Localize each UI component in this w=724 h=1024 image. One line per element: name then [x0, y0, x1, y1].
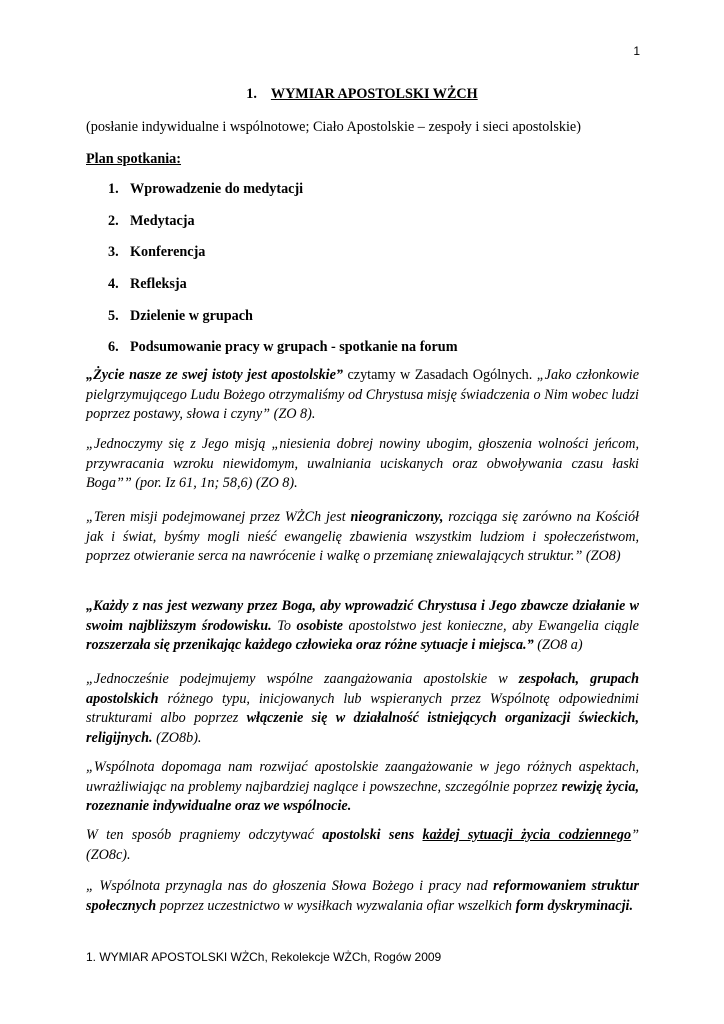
p6-emphasis: rewizję życia, rozeznanie indywidualne oraz we wspólnocie.	[86, 778, 639, 815]
paragraph-2	[86, 435, 639, 494]
agenda-number: 4.	[108, 276, 119, 293]
agenda-label: Medytacja	[130, 212, 195, 229]
paragraph-4	[86, 597, 639, 656]
p5-text-a: „Jednocześnie podejmujemy wspólne zaangażowania apostolskie w	[86, 671, 519, 687]
p4-emphasis-a: „Każdy z nas jest wezwany przez Boga, aby wprowadzić Chrystusa i Jego zbawcze działanie w swoim najbliższym środowisku.	[86, 598, 639, 634]
paragraph-6	[86, 758, 639, 817]
p2-text: „Jednoczymy się z Jego misją „niesienia dobrej nowiny ubogim, głoszenia wolności jeńcom, przywracania wzroku niewidomym, uwalniania uciskanych oraz obwoływania czasu łaski Boga”” (por. Iz 61, 1n; 58,6) (ZO 8).	[86, 436, 639, 492]
agenda-number: 2.	[108, 212, 119, 229]
subtitle: (posłanie indywidualne i wspólnotowe; Ciało Apostolskie – zespoły i sieci apostolskie)	[86, 119, 581, 135]
p4-text-c: (ZO8 a)	[533, 637, 583, 654]
agenda-number: 1.	[108, 181, 119, 197]
paragraph-5	[86, 670, 639, 748]
p5-emphasis-a: zespołach, grupach apostolskich	[86, 671, 639, 707]
p3-text-a: „Teren misji podejmowanej przez WŻCh jest	[86, 509, 351, 525]
p1-text: czytamy w Zasadach Ogólnych.	[343, 367, 537, 383]
p8-text-a: „ Wspólnota przynagla nas do głoszenia Słowa Bożego i pracy nad	[86, 878, 494, 894]
page-footer: 1. WYMIAR APOSTOLSKI WŻCh, Rekolekcje WŻCh, Rogów 2009	[86, 950, 442, 964]
agenda-number: 6.	[108, 339, 119, 356]
p6-text: „Wspólnota dopomaga nam rozwijać apostolskie zaangażowanie w jego różnych aspektach, uwrażliwiając na problemy najbardziej naglące i powszechne, szczególnie poprzez	[86, 759, 639, 795]
p8-emphasis-a: reformowaniem struktur społecznych	[86, 878, 639, 914]
p1-citation: „Jako członkowie pielgrzymującego Ludu Bożego otrzymaliśmy od Chrystusa misję świadczenia o Nim wobec ludzi poprzez postawy, słowa i czyny” (ZO 8).	[86, 367, 639, 423]
p7-emphasis-b: każdej sytuacji życia codziennego	[422, 827, 632, 843]
agenda-label: Konferencja	[130, 244, 206, 261]
p3-emphasis: nieograniczony,	[350, 509, 444, 525]
paragraph-7	[86, 826, 639, 865]
p7-text-a: W ten sposób pragniemy odczytywać	[86, 827, 323, 843]
agenda-item	[108, 307, 458, 339]
p4-emphasis-b: osobiste	[296, 617, 343, 634]
agenda-number: 3.	[108, 244, 119, 261]
agenda-number: 5.	[108, 307, 119, 324]
p5-text-c: (ZO8b).	[152, 729, 202, 746]
paragraph-3	[86, 508, 639, 567]
p8-text-b: poprzez uczestnictwo w wysiłkach wyzwalania ofiar wszelkich	[156, 897, 516, 914]
agenda-label: Dzielenie w grupach	[130, 307, 253, 324]
p5-emphasis-b: włączenie się w działalność istniejących organizacji świeckich, religijnych.	[86, 710, 639, 746]
p4-text-a: To	[271, 617, 297, 634]
p1-quote: „Życie nasze ze swej istoty jest apostolskie”	[86, 367, 344, 383]
title-number: 1.	[246, 86, 257, 102]
agenda-list	[108, 180, 458, 370]
agenda-item	[108, 275, 458, 307]
agenda-item	[108, 212, 458, 244]
p4-text-b: apostolstwo jest konieczne, aby Ewangelia ciągle	[342, 617, 639, 634]
p3-text-b: rozciąga się zarówno na Kościół jak i świat, byśmy mogli nieść ewangelię zbawienia wszystkim ludziom i społeczeństwom, poprzez otwieranie serca na nawrócenie i walkę o przemianę zniewalających struktur.” (ZO8)	[86, 509, 639, 565]
p5-text-b: różnego typu, inicjowanych lub wspieranych przez Wspólnotę odpowiednimi strukturami albo poprzez	[86, 690, 639, 727]
plan-heading: Plan spotkania:	[86, 151, 182, 167]
paragraph-8	[86, 877, 639, 916]
agenda-label: Podsumowanie pracy w grupach - spotkanie na forum	[130, 339, 458, 356]
agenda-item	[108, 180, 458, 212]
page-title	[0, 86, 724, 103]
agenda-label: Wprowadzenie do medytacji	[130, 181, 304, 197]
agenda-label: Refleksja	[130, 276, 187, 293]
agenda-item	[108, 243, 458, 275]
p4-emphasis-c: rozszerzała się przenikając każdego człowieka oraz różne sytuacje i miejsca.”	[86, 637, 534, 654]
paragraph-1	[86, 366, 639, 425]
p7-emphasis-a: apostolski sens	[322, 827, 415, 843]
p8-emphasis-b: form dyskryminacji.	[515, 897, 633, 914]
title-text: WYMIAR APOSTOLSKI WŻCH	[270, 86, 478, 102]
page-number: 1	[633, 44, 640, 58]
p7-text-b: ” (ZO8c).	[86, 827, 639, 863]
